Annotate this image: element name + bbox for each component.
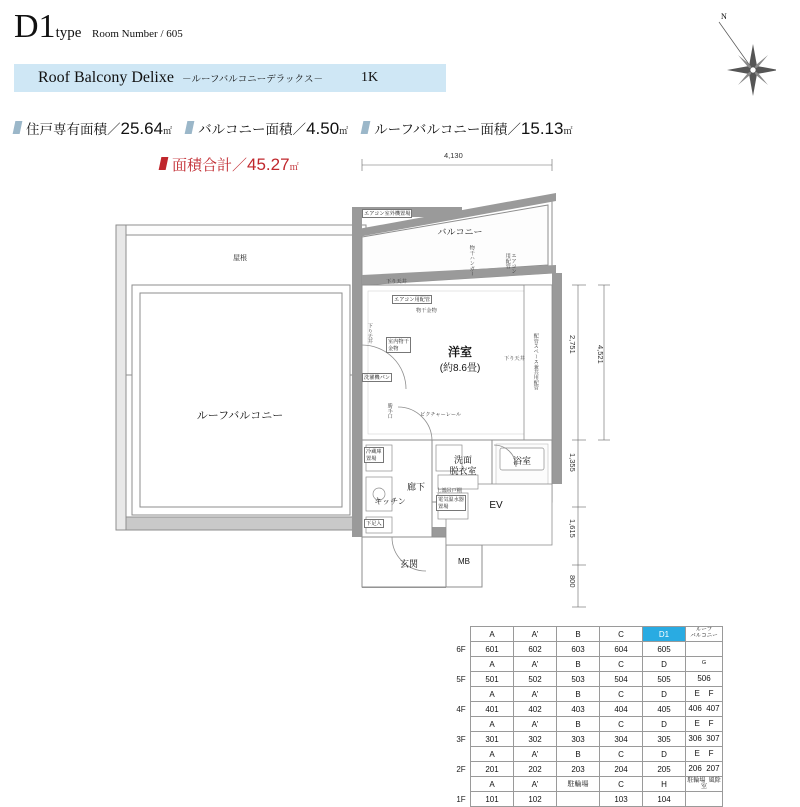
unit-601[interactable]: 601 [471,642,514,657]
table-row-header-1f [452,777,723,792]
unit-506[interactable]: 506 [686,672,723,687]
floor-label-blank-2f [452,747,471,762]
table-row-2f [452,762,723,777]
note-pipe-space: 配管スペース兼共用配管 [532,333,539,391]
floor-label-6f: 6F [452,642,471,657]
unit-406-407[interactable]: 406 407 [686,702,723,717]
unit-502[interactable]: 502 [514,672,557,687]
unit-roof-balcony-6f [686,642,723,657]
note-ac-outdoor-unit: エアコン室外機置場 [364,211,411,217]
floor-label-1f: 1F [452,792,471,807]
col-header-3f-D: D [643,717,686,732]
square-marker-icon [13,121,23,134]
col-header-5f-B: B [557,657,600,672]
note-lowered-ceiling-2: 下り天井 [504,356,525,362]
note-shoe-box: 下足入 [366,521,382,527]
col-header-roof-balcony-6f: ルーフ バルコニー [686,627,723,642]
table-row-1f [452,792,723,807]
area-unit: ㎡ [563,126,573,136]
col-header-3f-B: B [557,717,600,732]
label-bathroom: 浴室 [512,456,531,466]
area-value: 4.50 [306,119,340,138]
dimension-right-total: 4,521 [596,345,605,364]
label-mb: MB [458,557,470,566]
unit-303[interactable]: 303 [557,732,600,747]
col-header-1f-A2: A' [514,777,557,792]
table-row-3f [452,732,723,747]
note-ac-piping: エアコン用配管 [394,297,431,303]
col-header-A2: A' [514,627,557,642]
unit-103[interactable]: 103 [600,792,643,807]
table-row-header-3f [452,717,723,732]
col-header-4f-A: A [471,687,514,702]
square-marker-icon [185,121,195,134]
area-label: バルコニー面積／ [198,122,307,137]
unit-1f-blank [557,792,600,807]
note-ac-sleeve: エアコン 用配管 [504,253,517,274]
col-header-D1-selected[interactable]: D1 [643,627,686,642]
unit-504[interactable]: 504 [600,672,643,687]
unit-1f-blank-2 [686,792,723,807]
unit-301[interactable]: 301 [471,732,514,747]
table-row-header-5f [452,657,723,672]
unit-type-code [14,8,81,46]
unit-203[interactable]: 203 [557,762,600,777]
note-laundry-pole: 物干金物 [416,308,437,314]
unit-305[interactable]: 305 [643,732,686,747]
floor-label-blank [452,627,471,642]
unit-104[interactable]: 104 [643,792,686,807]
note-water-heater: 電気温水器 置場 [438,497,464,510]
note-indoor-laundry-pole: 室内物干 金物 [388,339,409,352]
col-header-3f-C: C [600,717,643,732]
unit-101[interactable]: 101 [471,792,514,807]
col-header-5f-D: D [643,657,686,672]
table-row-header-2f [452,747,723,762]
floor-label-2f: 2F [452,762,471,777]
col-header-A: A [471,627,514,642]
col-header-5f-A2: A' [514,657,557,672]
unit-306-307[interactable]: 306 307 [686,732,723,747]
unit-503[interactable]: 503 [557,672,600,687]
unit-204[interactable]: 204 [600,762,643,777]
note-refrigerator-space: 冷蔵庫 置場 [366,449,382,462]
col-header-1f-bicycle: 駐輪場 [557,777,600,792]
dimension-right-2: 1,355 [568,453,577,472]
dimension-right-4: 800 [568,575,577,588]
floor-label-blank-5f [452,657,471,672]
col-header-1f-H: H [643,777,686,792]
note-washing-pan: 洗濯機パン [364,375,390,381]
note-hanger: 物干ハンガー [468,245,475,277]
floor-label-5f: 5F [452,672,471,687]
square-marker-icon [361,121,371,134]
title-japanese: －ルーフバルコニーデラックス－ [181,74,323,85]
col-header-2f-C: C [600,747,643,762]
label-roof: 屋根 [233,255,247,262]
col-header-4f-B: B [557,687,600,702]
col-header-4f-D: D [643,687,686,702]
col-header-5f-A: A [471,657,514,672]
plan-type: 1K [360,70,379,85]
area-label: ルーフバルコニー面積／ [374,122,521,137]
label-western-room-size: (約8.6畳) [439,363,481,374]
note-back-door: 勝手口 [386,403,393,419]
col-header-1f-C: C [600,777,643,792]
dimension-top: 4,130 [444,151,463,160]
col-header-2f-A2: A' [514,747,557,762]
unit-403[interactable]: 403 [557,702,600,717]
unit-201[interactable]: 201 [471,762,514,777]
label-elevator: EV [489,500,503,511]
table-row-6f [452,642,723,657]
unit-604[interactable]: 604 [600,642,643,657]
area-summary [14,118,586,139]
col-header-4f-C: C [600,687,643,702]
note-lowered-ceiling-3: 下り天井 [366,323,373,344]
floor-label-blank-3f [452,717,471,732]
unit-202[interactable]: 202 [514,762,557,777]
unit-304[interactable]: 304 [600,732,643,747]
note-upper-cabinet: 上部吊戸棚 [436,488,462,494]
col-header-5f-C: C [600,657,643,672]
col-header-1f-A: A [471,777,514,792]
table-row-5f [452,672,723,687]
area-unit: ㎡ [339,126,349,136]
label-washroom: 洗面 脱衣室 [449,455,477,477]
col-header-4f-EF: E F [686,687,723,702]
area-unit: ㎡ [163,126,173,136]
table-row-4f [452,702,723,717]
note-picture-rail: ピクチャーレール [420,412,462,418]
area-item-roof-balcony [362,118,572,139]
col-header-4f-A2: A' [514,687,557,702]
dimension-right-1: 2,751 [568,335,577,354]
unit-501[interactable]: 501 [471,672,514,687]
col-header-3f-A: A [471,717,514,732]
area-label: 住戸専有面積／ [26,122,121,137]
room-number: Room Number / 605 [92,28,183,40]
svg-text:N: N [721,12,727,21]
table-row-header-4f [452,687,723,702]
col-header-C: C [600,627,643,642]
area-total-label: 面積合計／ [172,157,248,174]
floor-label-blank-1f [452,777,471,792]
area-total-unit: ㎡ [289,162,299,172]
dimension-right-3: 1,615 [568,519,577,538]
unit-102[interactable]: 102 [514,792,557,807]
table-row-header-6f [452,627,723,642]
label-kitchen: キッチン [374,497,406,506]
floor-label-blank-4f [452,687,471,702]
area-item-balcony [186,118,348,139]
type-code-main: D1 [14,8,56,45]
col-header-1f-bicycle-entry: 駐輪場 風除室 [687,777,721,790]
title-bar [14,64,446,92]
unit-205[interactable]: 205 [643,762,686,777]
note-lowered-ceiling-1: 下り天井 [386,279,407,285]
label-western-room: 洋室 [447,345,472,359]
unit-401[interactable]: 401 [471,702,514,717]
unit-404[interactable]: 404 [600,702,643,717]
col-header-3f-EF: E F [686,717,723,732]
label-entrance: 玄関 [399,559,418,569]
col-header-2f-D: D [643,747,686,762]
col-header-3f-A2: A' [514,717,557,732]
label-corridor: 廊下 [406,482,425,492]
floor-label-4f: 4F [452,702,471,717]
unit-602[interactable]: 602 [514,642,557,657]
unit-206-207[interactable]: 206 207 [686,762,723,777]
unit-302[interactable]: 302 [514,732,557,747]
type-code-sub: type [55,25,82,41]
col-header-2f-A: A [471,747,514,762]
unit-table[interactable] [452,626,723,807]
unit-603[interactable]: 603 [557,642,600,657]
area-item-private [14,118,172,139]
unit-505[interactable]: 505 [643,672,686,687]
unit-402[interactable]: 402 [514,702,557,717]
col-header-2f-B: B [557,747,600,762]
unit-605[interactable]: 605 [643,642,686,657]
floor-label-3f: 3F [452,732,471,747]
label-roof-balcony: ルーフバルコニー [196,410,284,422]
area-total-value: 45.27 [247,155,290,174]
unit-405[interactable]: 405 [643,702,686,717]
area-value: 15.13 [520,119,564,138]
col-header-2f-EF: E F [686,747,723,762]
label-balcony: バルコニー [437,227,483,237]
title-english: Roof Balcony Delixe [38,69,174,86]
col-header-5f-G: G [686,657,723,672]
floor-plan [100,145,660,625]
compass-icon [706,8,776,98]
col-header-B: B [557,627,600,642]
area-value: 25.64 [120,119,164,138]
